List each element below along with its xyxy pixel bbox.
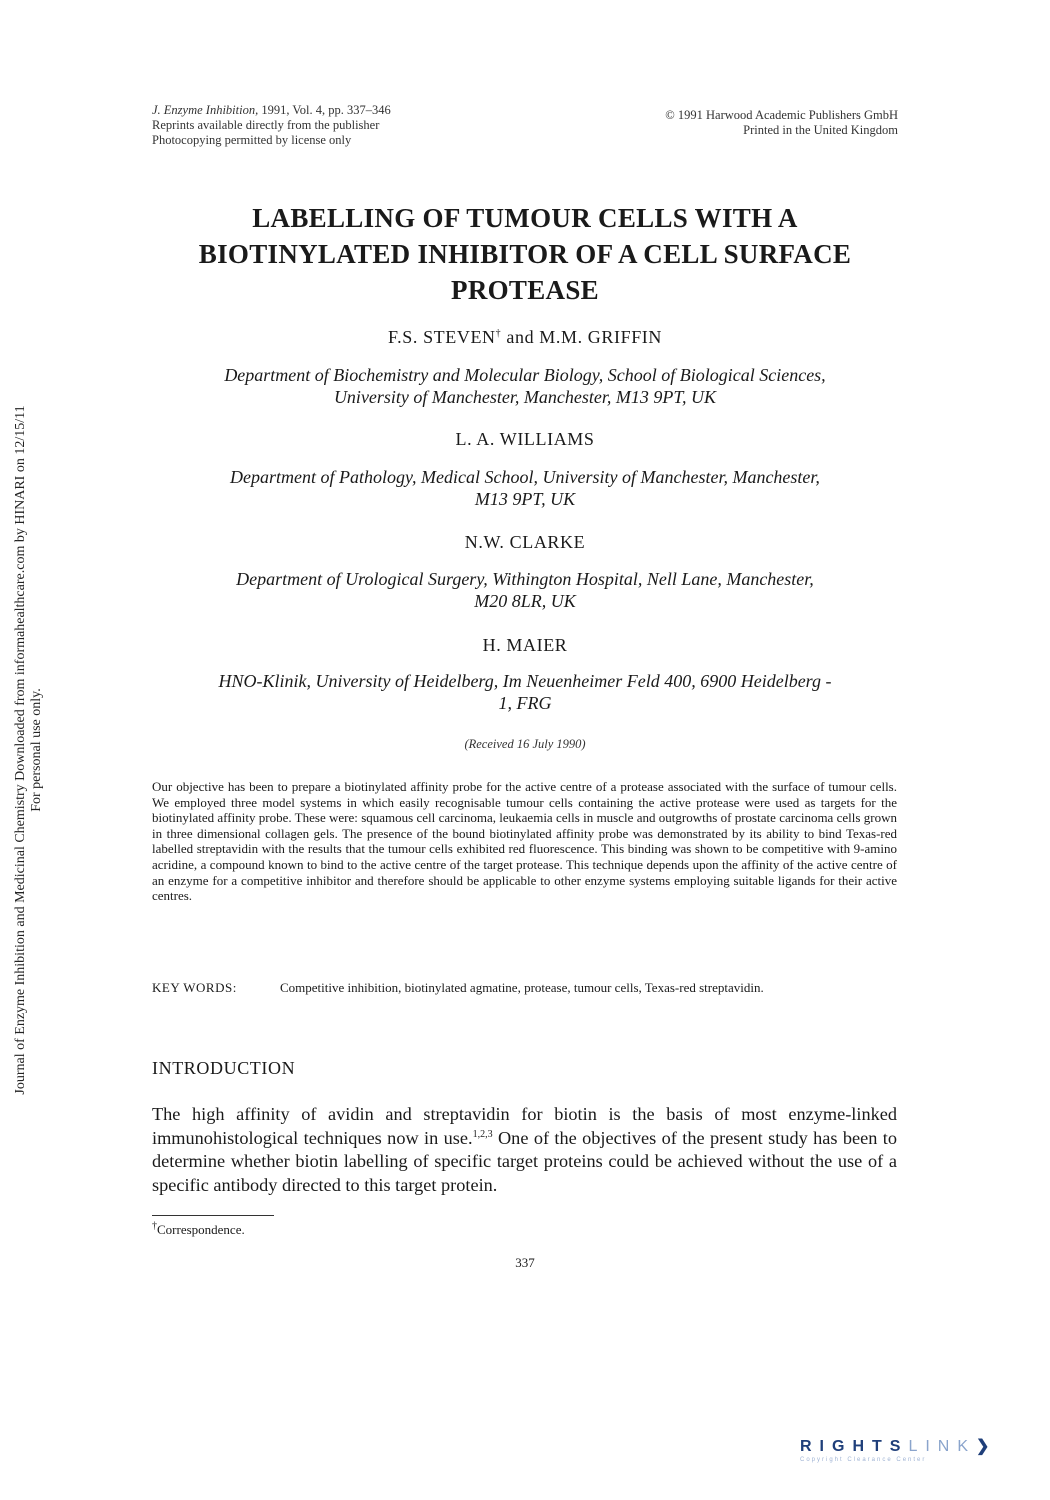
article-title [120, 200, 930, 308]
affiliation: HNO-Klinik, University of Heidelberg, Im Neuenheimer Feld 400, 6900 Heidelberg - 1, FRG [218, 671, 832, 713]
correspondence-mark: † [495, 328, 502, 339]
reference-marks: 1,2,3 [472, 1128, 493, 1140]
download-sidebar [8, 340, 50, 1160]
author-line: N.W. CLARKE [464, 532, 586, 552]
journal-header-right [665, 108, 898, 138]
affiliation: Department of Urological Surgery, Withington Hospital, Nell Lane, Manchester, M20 8LR, UK [236, 569, 814, 611]
page-number: 337 [515, 1255, 535, 1270]
download-note: Journal of Enzyme Inhibition and Medicinal Chemistry Downloaded from informahealthcare.com by HINARI on 12/15/11 [13, 405, 28, 1095]
journal-citation-line: J. Enzyme Inhibition, 1991, Vol. 4, pp. 337–346 [152, 103, 391, 117]
title-line: PROTEASE [451, 275, 599, 305]
logo-tagline: Copyright Clearance Center [800, 1457, 927, 1463]
footnote-rule [152, 1215, 274, 1216]
author-line: F.S. STEVEN† and M.M. GRIFFIN [387, 327, 662, 347]
intro-paragraph: The high affinity of avidin and streptavidin for biotin is the basis of most enzyme-linked immunohistological techniques now in use.$^{1,2,3}$ One of the objectives of the present study has been to determine whether biotin labelling of specific target proteins could be achieved without the use of a specific antibody directed to this target protein. [152, 1104, 897, 1195]
abstract: Our objective has been to prepare a biotinylated affinity probe for the active centre of a protease associated with the surface of tumour cells. We employed three model systems in which easily recognisable tumour cells containing the active protease were used as targets for the biotinylated affinity probe. These were: squamous cell carcinoma, leukaemia cells in muscle and outgrowths of prostate carcinoma cells grown in three dimensional collagen gels. The presence of the bound biotinylated affinity probe was demonstrated by its ability to bind Texas-red labelled streptavidin with the results that the tumour cells exhibited red fluorescence. This binding was shown to be competitive with 9-amino acridine, a compound known to bind to the active centre of the target protease. This technique depends upon the affinity of the active centre of an enzyme for a competitive inhibitor and therefore should be applicable to other enzyme systems employing suitable ligands for their active centres. [152, 779, 897, 904]
keywords-label: KEY WORDS: [152, 980, 237, 995]
journal-header-left [152, 103, 391, 148]
logo-arrow-icon: ❯ [976, 1438, 990, 1455]
rightslink-logo: RIGHTSLINK❯ Copyright Clearance Center [800, 1436, 1030, 1472]
personal-use-note: For personal use only. [29, 688, 44, 812]
copyright-line: © 1991 Harwood Academic Publishers GmbH [665, 108, 898, 122]
affiliation: Department of Biochemistry and Molecular Biology, School of Biological Sciences, University of Manchester, Manchester, M13 9PT, UK [224, 365, 826, 407]
affiliation: Department of Pathology, Medical School, University of Manchester, Manchester, M13 9PT, UK [230, 467, 820, 509]
photocopy-line: Photocopying permitted by license only [152, 133, 352, 147]
section-heading: INTRODUCTION [152, 1058, 296, 1078]
author-line: L. A. WILLIAMS [455, 429, 595, 449]
printed-line: Printed in the United Kingdom [743, 123, 898, 137]
title-line: BIOTINYLATED INHIBITOR OF A CELL SURFACE [198, 239, 852, 269]
author-line: H. MAIER [482, 635, 568, 655]
keywords [152, 980, 897, 996]
title-line: LABELLING OF TUMOUR CELLS WITH A [252, 203, 798, 233]
received-date: (Received 16 July 1990) [464, 737, 586, 751]
reprints-line: Reprints available directly from the publisher [152, 118, 380, 132]
keywords-text: Competitive inhibition, biotinylated agmatine, protease, tumour cells, Texas-red streptavidin. [280, 980, 764, 995]
footnote: †Correspondence. [152, 1220, 245, 1237]
